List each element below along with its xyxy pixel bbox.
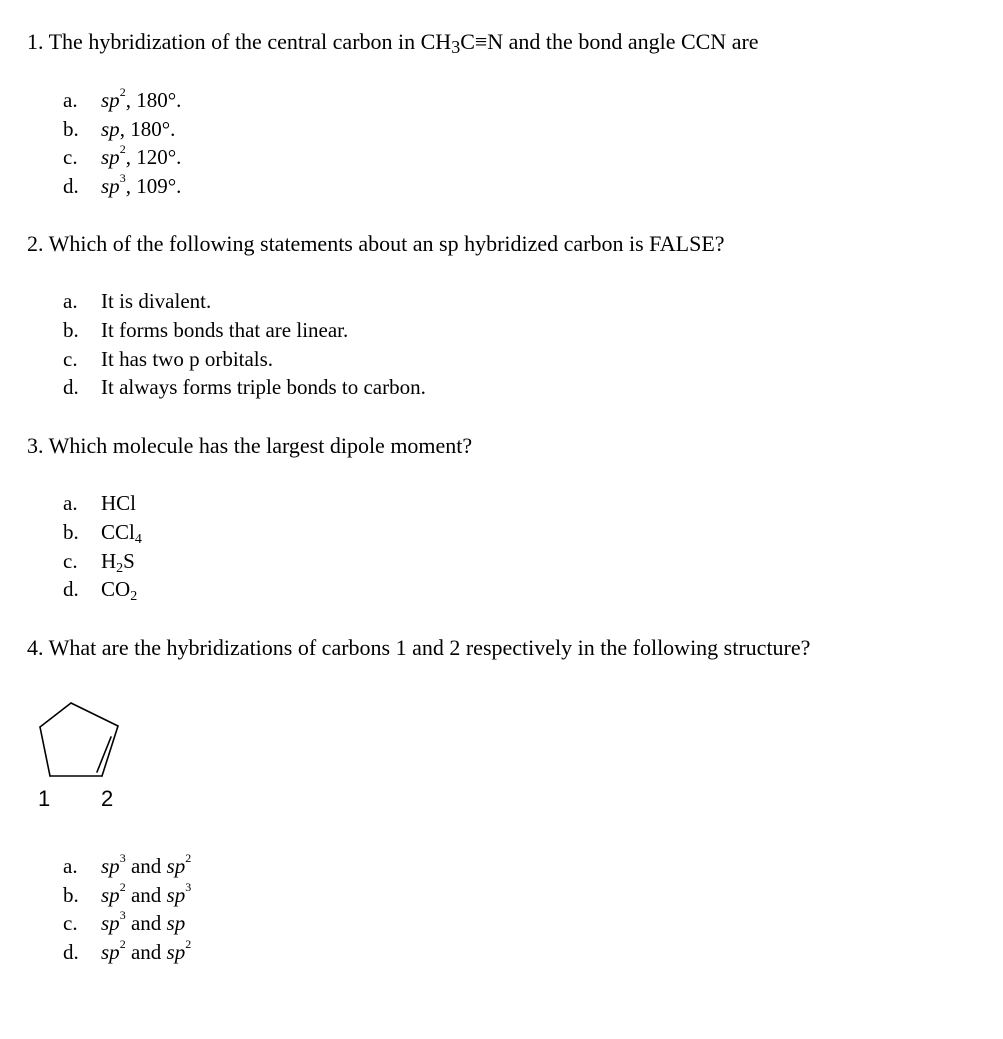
option-2a: [63, 289, 211, 313]
hybridization: sp: [101, 854, 120, 878]
question-number: 1.: [27, 29, 44, 54]
option-4c: [63, 908, 186, 935]
hybridization: sp: [101, 117, 120, 141]
option-4b: [63, 880, 192, 907]
option-letter: c.: [63, 347, 78, 371]
connector-text: and: [125, 911, 167, 935]
option-3b: [63, 520, 142, 547]
superscript: 3: [119, 851, 126, 865]
hybridization: sp: [166, 854, 186, 878]
hybridization: sp: [166, 911, 186, 935]
option-text: It forms bonds that are linear.: [101, 318, 349, 342]
formula: CO: [101, 577, 131, 601]
connector-text: and: [125, 883, 167, 907]
question-number: 2.: [27, 231, 44, 256]
hybridization: sp: [101, 88, 120, 112]
ring-bond: [40, 727, 50, 776]
subscript: 4: [134, 532, 142, 547]
superscript: 2: [185, 937, 192, 951]
option-letter: a.: [63, 854, 78, 878]
carbon-label-1: 1: [38, 786, 51, 811]
option-letter: c.: [63, 145, 78, 169]
superscript: 2: [119, 142, 126, 156]
option-letter: a.: [63, 88, 78, 112]
option-letter: d.: [63, 174, 79, 198]
option-text: It has two p orbitals.: [101, 347, 274, 371]
option-1c: [63, 142, 182, 169]
option-3c: [63, 549, 135, 576]
hybridization: sp: [101, 145, 120, 169]
question-text: C≡N and the bond angle CCN are: [460, 29, 759, 54]
hybridization: sp: [101, 174, 120, 198]
question-number: 3.: [27, 433, 44, 458]
ring-bond: [40, 703, 71, 727]
superscript: 2: [119, 85, 126, 99]
option-letter: a.: [63, 491, 78, 515]
carbon-label-2: 2: [101, 786, 114, 811]
hybridization: sp: [166, 883, 186, 907]
ring-bond: [71, 703, 118, 726]
option-letter: b.: [63, 117, 79, 141]
superscript: 3: [119, 908, 126, 922]
connector-text: and: [125, 854, 167, 878]
option-letter: d.: [63, 577, 79, 601]
option-2b: [63, 318, 348, 342]
hybridization: sp: [166, 940, 186, 964]
option-1a: [63, 85, 182, 112]
option-letter: d.: [63, 375, 79, 399]
subscript: 3: [451, 37, 461, 57]
subscript: 2: [116, 561, 124, 576]
superscript: 3: [185, 880, 192, 894]
formula: H: [101, 549, 117, 573]
option-text: It always forms triple bonds to carbon.: [101, 375, 426, 399]
question-3: [27, 433, 472, 459]
option-letter: c.: [63, 911, 78, 935]
question-text: Which molecule has the largest dipole moment?: [48, 433, 473, 458]
hybridization: sp: [101, 883, 120, 907]
formula: CCl: [101, 520, 135, 544]
cyclopentene-structure: [30, 695, 130, 790]
question-text: Which of the following statements about an sp hybridized carbon is FALSE?: [48, 231, 725, 256]
option-1b: [63, 117, 175, 141]
superscript: 2: [119, 880, 126, 894]
option-1d: [63, 171, 182, 198]
option-letter: c.: [63, 549, 78, 573]
option-4d: [63, 937, 192, 964]
option-text: It is divalent.: [101, 289, 212, 313]
option-text: , 109°.: [125, 174, 182, 198]
option-3d: [63, 577, 138, 604]
superscript: 3: [119, 171, 126, 185]
option-2d: [63, 375, 426, 399]
option-4a: [63, 851, 192, 878]
question-1: [27, 29, 759, 55]
question-number: 4.: [27, 635, 44, 660]
ring-bond: [102, 726, 118, 776]
option-letter: b.: [63, 318, 79, 342]
question-text: The hybridization of the central carbon in CH: [48, 29, 452, 54]
question-4: [27, 635, 810, 661]
option-text: , 180°.: [119, 117, 176, 141]
option-text: , 120°.: [125, 145, 182, 169]
option-letter: b.: [63, 883, 79, 907]
option-letter: d.: [63, 940, 79, 964]
superscript: 2: [185, 851, 192, 865]
formula: HCl: [101, 491, 137, 515]
option-2c: [63, 347, 273, 371]
subscript: 2: [130, 589, 138, 604]
option-letter: b.: [63, 520, 79, 544]
question-2: [27, 231, 725, 257]
option-3a: [63, 491, 136, 515]
question-text: What are the hybridizations of carbons 1 and 2 respectively in the following structure?: [48, 635, 811, 660]
option-text: , 180°.: [125, 88, 182, 112]
formula: S: [123, 549, 135, 573]
option-letter: a.: [63, 289, 78, 313]
hybridization: sp: [101, 911, 120, 935]
superscript: 2: [119, 937, 126, 951]
hybridization: sp: [101, 940, 120, 964]
connector-text: and: [125, 940, 167, 964]
